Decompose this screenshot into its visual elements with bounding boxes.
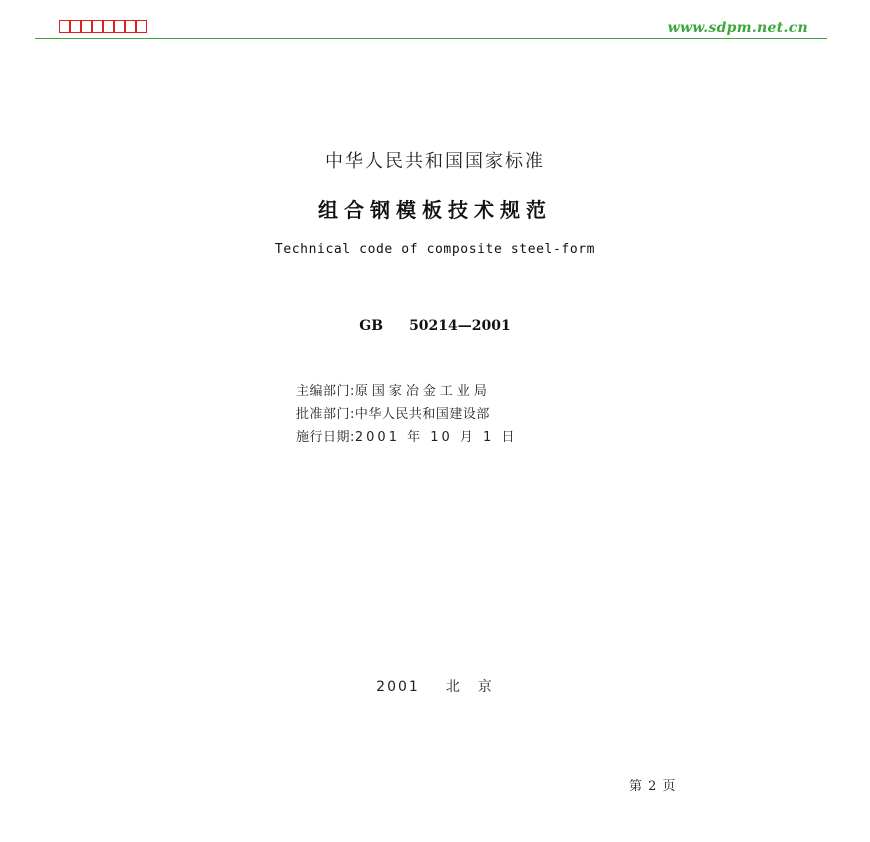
page-number: 第 2 页 xyxy=(629,779,677,794)
logo-box-icon xyxy=(59,20,70,33)
document-title-cn: 组合钢模板技术规范 xyxy=(318,198,552,222)
logo-box-icon xyxy=(92,20,103,33)
meta-value: 原国家冶金工业局 xyxy=(354,384,491,399)
document-title-en: Technical code of composite steel-form xyxy=(274,242,596,257)
logo-box-icon xyxy=(103,20,114,33)
logo-box-icon xyxy=(81,20,92,33)
document-meta xyxy=(296,380,517,449)
logo-box-icon xyxy=(70,20,81,33)
standard-organization: 中华人民共和国国家标准 xyxy=(325,151,545,172)
publish-city: 北 京 xyxy=(445,679,494,695)
site-url[interactable]: www.sdpm.net.cn xyxy=(667,20,808,36)
meta-value: 中华人民共和国建设部 xyxy=(354,407,490,422)
publish-year: 2001 xyxy=(376,679,420,695)
logo-box-icon xyxy=(125,20,136,33)
meta-label: 批准部门: xyxy=(296,407,355,422)
logo-box-icon xyxy=(114,20,125,33)
meta-effective-date xyxy=(296,426,517,449)
publication-info xyxy=(0,676,870,696)
standard-code xyxy=(0,318,870,334)
meta-label: 主编部门: xyxy=(296,384,355,399)
standard-code-number: 50214—2001 xyxy=(409,318,511,334)
meta-label: 施行日期: xyxy=(296,430,355,445)
meta-value: 2001 年 10 月 1 日 xyxy=(354,430,518,445)
logo-box-icon xyxy=(136,20,147,33)
meta-approval-dept xyxy=(296,403,517,426)
meta-editor-dept xyxy=(296,380,517,403)
header-divider xyxy=(35,38,827,39)
standard-code-prefix: GB xyxy=(359,318,384,334)
header-logo xyxy=(59,18,147,34)
